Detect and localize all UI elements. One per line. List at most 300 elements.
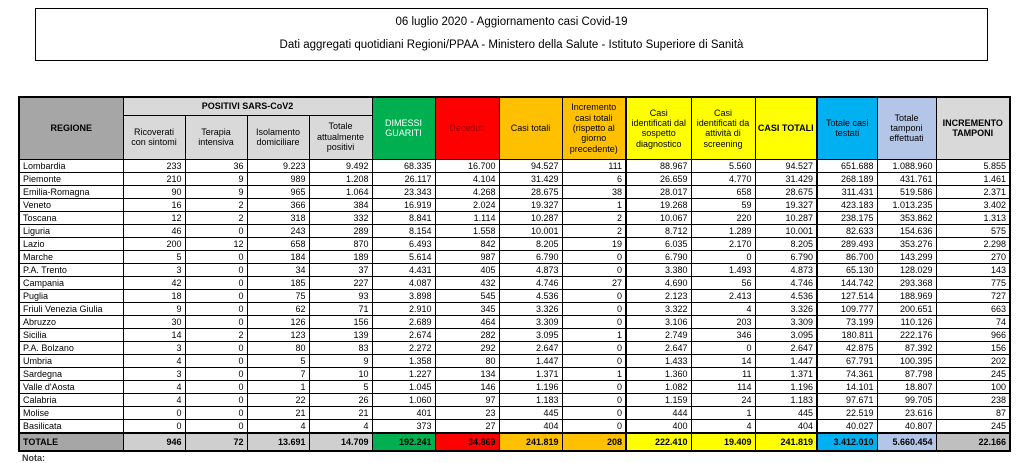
value-cell: 966: [936, 328, 1010, 341]
value-cell: 519.586: [877, 185, 936, 198]
value-cell: 0: [185, 406, 247, 419]
totale-value-cell: 34.869: [435, 433, 499, 451]
value-cell: 1.371: [499, 367, 562, 380]
value-cell: 26.117: [372, 172, 435, 185]
value-cell: 0: [562, 263, 626, 276]
title-box: [35, 8, 988, 61]
value-cell: 68.335: [372, 159, 435, 172]
value-cell: 97: [435, 393, 499, 406]
value-cell: 93: [309, 289, 372, 302]
value-cell: 289: [309, 224, 372, 237]
value-cell: 128.029: [877, 263, 936, 276]
value-cell: 23.616: [877, 406, 936, 419]
region-name-cell: Campania: [19, 276, 123, 289]
value-cell: 292: [435, 341, 499, 354]
value-cell: 37: [309, 263, 372, 276]
value-cell: 3.106: [626, 315, 691, 328]
table-row: [19, 289, 1010, 302]
value-cell: 1.227: [372, 367, 435, 380]
value-cell: 353.862: [877, 211, 936, 224]
region-name-cell: P.A. Trento: [19, 263, 123, 276]
value-cell: 1.289: [691, 224, 755, 237]
table-row: [19, 393, 1010, 406]
value-cell: 9: [123, 302, 185, 315]
value-cell: 100.395: [877, 354, 936, 367]
table-row: [19, 315, 1010, 328]
value-cell: 345: [435, 302, 499, 315]
value-cell: 4: [691, 419, 755, 433]
value-cell: 238: [936, 393, 1010, 406]
value-cell: 2.272: [372, 341, 435, 354]
value-cell: 5: [309, 380, 372, 393]
value-cell: 26.659: [626, 172, 691, 185]
value-cell: 185: [247, 276, 309, 289]
value-cell: 2.749: [626, 328, 691, 341]
value-cell: 1: [562, 367, 626, 380]
value-cell: 6.493: [372, 237, 435, 250]
value-cell: 126: [247, 315, 309, 328]
value-cell: 404: [755, 419, 817, 433]
region-name-cell: Friuli Venezia Giulia: [19, 302, 123, 315]
value-cell: 0: [562, 341, 626, 354]
value-cell: 40.027: [817, 419, 877, 433]
header-casi-totali-upper: CASI TOTALI: [755, 97, 817, 159]
value-cell: 10.287: [755, 211, 817, 224]
value-cell: 3.095: [499, 328, 562, 341]
value-cell: 2.413: [691, 289, 755, 302]
region-name-cell: Liguria: [19, 224, 123, 237]
value-cell: 405: [435, 263, 499, 276]
value-cell: 1.088.960: [877, 159, 936, 172]
value-cell: 3.380: [626, 263, 691, 276]
region-name-cell: P.A. Bolzano: [19, 341, 123, 354]
table-row: [19, 237, 1010, 250]
value-cell: 1: [562, 328, 626, 341]
value-cell: 4.690: [626, 276, 691, 289]
value-cell: 0: [185, 302, 247, 315]
value-cell: 987: [435, 250, 499, 263]
value-cell: 10.067: [626, 211, 691, 224]
value-cell: 663: [936, 302, 1010, 315]
value-cell: 184: [247, 250, 309, 263]
value-cell: 1.060: [372, 393, 435, 406]
value-cell: 6.035: [626, 237, 691, 250]
value-cell: 400: [626, 419, 691, 433]
covid-region-table: [18, 96, 1011, 452]
value-cell: 0: [185, 289, 247, 302]
value-cell: 80: [247, 341, 309, 354]
value-cell: 123: [247, 328, 309, 341]
value-cell: 238.175: [817, 211, 877, 224]
value-cell: 4: [691, 302, 755, 315]
value-cell: 0: [691, 250, 755, 263]
value-cell: 3.309: [499, 315, 562, 328]
region-name-cell: Toscana: [19, 211, 123, 224]
table-row: [19, 367, 1010, 380]
value-cell: 0: [185, 341, 247, 354]
value-cell: 65.130: [817, 263, 877, 276]
value-cell: 200.651: [877, 302, 936, 315]
value-cell: 40.807: [877, 419, 936, 433]
totale-value-cell: 5.660.454: [877, 433, 936, 451]
value-cell: 2: [562, 211, 626, 224]
value-cell: 156: [936, 341, 1010, 354]
value-cell: 3.402: [936, 198, 1010, 211]
value-cell: 0: [562, 393, 626, 406]
value-cell: 2.689: [372, 315, 435, 328]
value-cell: 775: [936, 276, 1010, 289]
value-cell: 94.527: [755, 159, 817, 172]
value-cell: 1: [562, 198, 626, 211]
table-row: [19, 406, 1010, 419]
table-row: [19, 328, 1010, 341]
value-cell: 22: [247, 393, 309, 406]
value-cell: 8.712: [626, 224, 691, 237]
value-cell: 268.189: [817, 172, 877, 185]
value-cell: 575: [936, 224, 1010, 237]
value-cell: 90: [123, 185, 185, 198]
region-name-cell: Valle d'Aosta: [19, 380, 123, 393]
totale-value-cell: 241.819: [499, 433, 562, 451]
value-cell: 12: [185, 237, 247, 250]
value-cell: 8.154: [372, 224, 435, 237]
value-cell: 87.392: [877, 341, 936, 354]
value-cell: 28.017: [626, 185, 691, 198]
region-name-cell: Piemonte: [19, 172, 123, 185]
value-cell: 34: [247, 263, 309, 276]
table-row: [19, 341, 1010, 354]
value-cell: 94.527: [499, 159, 562, 172]
value-cell: 19.327: [755, 198, 817, 211]
table-header: [19, 97, 1010, 159]
value-cell: 989: [247, 172, 309, 185]
value-cell: 1.196: [755, 380, 817, 393]
value-cell: 1.183: [755, 393, 817, 406]
value-cell: 19: [562, 237, 626, 250]
value-cell: 1.433: [626, 354, 691, 367]
value-cell: 10.287: [499, 211, 562, 224]
value-cell: 6.790: [499, 250, 562, 263]
totale-value-cell: 222.410: [626, 433, 691, 451]
table-row: [19, 250, 1010, 263]
value-cell: 146: [435, 380, 499, 393]
value-cell: 0: [123, 406, 185, 419]
value-cell: 10: [309, 367, 372, 380]
totale-row: [19, 433, 1010, 451]
value-cell: 1.447: [499, 354, 562, 367]
totale-value-cell: 22.166: [936, 433, 1010, 451]
value-cell: 31.429: [755, 172, 817, 185]
value-cell: 0: [185, 354, 247, 367]
value-cell: 318: [247, 211, 309, 224]
value-cell: 31.429: [499, 172, 562, 185]
value-cell: 545: [435, 289, 499, 302]
table-row: [19, 354, 1010, 367]
value-cell: 6.790: [626, 250, 691, 263]
value-cell: 0: [185, 367, 247, 380]
value-cell: 289.493: [817, 237, 877, 250]
value-cell: 1.493: [691, 263, 755, 276]
value-cell: 727: [936, 289, 1010, 302]
region-name-cell: Abruzzo: [19, 315, 123, 328]
value-cell: 2.170: [691, 237, 755, 250]
value-cell: 5.560: [691, 159, 755, 172]
value-cell: 1.558: [435, 224, 499, 237]
value-cell: 2.371: [936, 185, 1010, 198]
value-cell: 154.636: [877, 224, 936, 237]
value-cell: 86.700: [817, 250, 877, 263]
value-cell: 4.746: [755, 276, 817, 289]
value-cell: 82.633: [817, 224, 877, 237]
value-cell: 332: [309, 211, 372, 224]
covid-region-table-wrap: [18, 96, 1011, 452]
value-cell: 0: [185, 224, 247, 237]
value-cell: 4.536: [499, 289, 562, 302]
value-cell: 16.700: [435, 159, 499, 172]
value-cell: 2: [185, 211, 247, 224]
region-name-cell: Marche: [19, 250, 123, 263]
value-cell: 220: [691, 211, 755, 224]
region-name-cell: Molise: [19, 406, 123, 419]
value-cell: 87.798: [877, 367, 936, 380]
totale-value-cell: 241.819: [755, 433, 817, 451]
region-name-cell: Sicilia: [19, 328, 123, 341]
value-cell: 6: [562, 172, 626, 185]
value-cell: 4.873: [499, 263, 562, 276]
value-cell: 10.001: [755, 224, 817, 237]
header-deceduti: Deceduti: [435, 97, 499, 159]
totale-value-cell: 208: [562, 433, 626, 451]
value-cell: 431.761: [877, 172, 936, 185]
title-source-line: Dati aggregati quotidiani Regioni/PPAA - Ministero della Salute - Istituto Superiore di Sanità: [279, 39, 744, 51]
value-cell: 311.431: [817, 185, 877, 198]
region-name-cell: Veneto: [19, 198, 123, 211]
value-cell: 0: [185, 419, 247, 433]
note-label: Nota:: [22, 453, 45, 463]
value-cell: 432: [435, 276, 499, 289]
value-cell: 99.705: [877, 393, 936, 406]
header-totale-tamponi: Totale tamponi effettuati: [877, 97, 936, 159]
value-cell: 27: [562, 276, 626, 289]
value-cell: 19.268: [626, 198, 691, 211]
value-cell: 139: [309, 328, 372, 341]
totale-label-cell: TOTALE: [19, 433, 123, 451]
value-cell: 4.873: [755, 263, 817, 276]
value-cell: 14: [123, 328, 185, 341]
totale-value-cell: 13.691: [247, 433, 309, 451]
value-cell: 134: [435, 367, 499, 380]
value-cell: 26: [309, 393, 372, 406]
value-cell: 0: [562, 380, 626, 393]
value-cell: 444: [626, 406, 691, 419]
value-cell: 143.299: [877, 250, 936, 263]
value-cell: 1.371: [755, 367, 817, 380]
header-isolamento-domiciliare: Isolamento domiciliare: [247, 115, 309, 159]
value-cell: 114: [691, 380, 755, 393]
value-cell: 3: [123, 367, 185, 380]
value-cell: 27: [435, 419, 499, 433]
value-cell: 0: [562, 250, 626, 263]
value-cell: 143: [936, 263, 1010, 276]
value-cell: 144.742: [817, 276, 877, 289]
header-terapia-intensiva: Terapia intensiva: [185, 115, 247, 159]
value-cell: 4.770: [691, 172, 755, 185]
region-name-cell: Lombardia: [19, 159, 123, 172]
value-cell: 10.001: [499, 224, 562, 237]
value-cell: 18: [123, 289, 185, 302]
value-cell: 0: [691, 341, 755, 354]
totale-value-cell: 72: [185, 433, 247, 451]
value-cell: 4.536: [755, 289, 817, 302]
table-row: [19, 185, 1010, 198]
value-cell: 202: [936, 354, 1010, 367]
value-cell: 4: [123, 393, 185, 406]
value-cell: 2.647: [755, 341, 817, 354]
value-cell: 8.841: [372, 211, 435, 224]
value-cell: 9.492: [309, 159, 372, 172]
value-cell: 1.013.235: [877, 198, 936, 211]
value-cell: 42.875: [817, 341, 877, 354]
value-cell: 1: [247, 380, 309, 393]
region-name-cell: Umbria: [19, 354, 123, 367]
value-cell: 3.326: [755, 302, 817, 315]
header-dimessi-guariti: DIMESSI GUARITI: [372, 97, 435, 159]
value-cell: 245: [936, 419, 1010, 433]
value-cell: 88.967: [626, 159, 691, 172]
value-cell: 200: [123, 237, 185, 250]
value-cell: 180.811: [817, 328, 877, 341]
value-cell: 965: [247, 185, 309, 198]
header-regione: REGIONE: [19, 97, 123, 159]
value-cell: 9: [185, 172, 247, 185]
value-cell: 74.361: [817, 367, 877, 380]
value-cell: 156: [309, 315, 372, 328]
value-cell: 384: [309, 198, 372, 211]
value-cell: 0: [562, 354, 626, 367]
title-date-line: 06 luglio 2020 - Aggiornamento casi Covid-19: [395, 16, 628, 28]
totale-value-cell: 14.709: [309, 433, 372, 451]
value-cell: 4.087: [372, 276, 435, 289]
value-cell: 651.688: [817, 159, 877, 172]
table-row: [19, 211, 1010, 224]
value-cell: 5.614: [372, 250, 435, 263]
value-cell: 100: [936, 380, 1010, 393]
value-cell: 464: [435, 315, 499, 328]
value-cell: 0: [123, 419, 185, 433]
value-cell: 56: [691, 276, 755, 289]
value-cell: 1.114: [435, 211, 499, 224]
value-cell: 97.671: [817, 393, 877, 406]
value-cell: 109.777: [817, 302, 877, 315]
value-cell: 2.123: [626, 289, 691, 302]
value-cell: 0: [562, 406, 626, 419]
value-cell: 4: [123, 380, 185, 393]
value-cell: 404: [499, 419, 562, 433]
value-cell: 73.199: [817, 315, 877, 328]
value-cell: 110.126: [877, 315, 936, 328]
totale-value-cell: 19.409: [691, 433, 755, 451]
value-cell: 1.208: [309, 172, 372, 185]
value-cell: 87: [936, 406, 1010, 419]
value-cell: 658: [691, 185, 755, 198]
value-cell: 0: [185, 263, 247, 276]
value-cell: 12: [123, 211, 185, 224]
value-cell: 38: [562, 185, 626, 198]
table-row: [19, 172, 1010, 185]
value-cell: 4: [309, 419, 372, 433]
value-cell: 2.674: [372, 328, 435, 341]
table-row: [19, 224, 1010, 237]
value-cell: 243: [247, 224, 309, 237]
value-cell: 4: [123, 354, 185, 367]
value-cell: 3.309: [755, 315, 817, 328]
value-cell: 4.431: [372, 263, 435, 276]
value-cell: 9.223: [247, 159, 309, 172]
region-name-cell: Basilicata: [19, 419, 123, 433]
value-cell: 16.919: [372, 198, 435, 211]
value-cell: 2.910: [372, 302, 435, 315]
value-cell: 22.519: [817, 406, 877, 419]
header-positivi-group: POSITIVI SARS-CoV2: [123, 97, 372, 115]
value-cell: 75: [247, 289, 309, 302]
value-cell: 188.969: [877, 289, 936, 302]
value-cell: 8.205: [755, 237, 817, 250]
value-cell: 2: [562, 224, 626, 237]
value-cell: 0: [185, 250, 247, 263]
value-cell: 282: [435, 328, 499, 341]
value-cell: 1.064: [309, 185, 372, 198]
value-cell: 2.647: [499, 341, 562, 354]
header-totale-attualmente-positivi: Totale attualmente positivi: [309, 115, 372, 159]
value-cell: 5.855: [936, 159, 1010, 172]
value-cell: 3.095: [755, 328, 817, 341]
value-cell: 11: [691, 367, 755, 380]
value-cell: 62: [247, 302, 309, 315]
value-cell: 16: [123, 198, 185, 211]
table-row: [19, 302, 1010, 315]
value-cell: 19.327: [499, 198, 562, 211]
header-totale-casi-testati: Totale casi testati: [817, 97, 877, 159]
value-cell: 0: [185, 393, 247, 406]
value-cell: 0: [562, 289, 626, 302]
value-cell: 2.024: [435, 198, 499, 211]
value-cell: 4.268: [435, 185, 499, 198]
value-cell: 5: [247, 354, 309, 367]
header-incremento-tamponi: INCREMENTO TAMPONI: [936, 97, 1010, 159]
value-cell: 270: [936, 250, 1010, 263]
table-row: [19, 263, 1010, 276]
value-cell: 111: [562, 159, 626, 172]
value-cell: 21: [309, 406, 372, 419]
value-cell: 1.358: [372, 354, 435, 367]
value-cell: 36: [185, 159, 247, 172]
value-cell: 3: [123, 341, 185, 354]
value-cell: 870: [309, 237, 372, 250]
value-cell: 9: [185, 185, 247, 198]
value-cell: 9: [309, 354, 372, 367]
header-casi-screening: Casi identificati da attività di screening: [691, 97, 755, 159]
value-cell: 24: [691, 393, 755, 406]
value-cell: 423.183: [817, 198, 877, 211]
table-row: [19, 419, 1010, 433]
value-cell: 346: [691, 328, 755, 341]
value-cell: 0: [562, 315, 626, 328]
value-cell: 7: [247, 367, 309, 380]
value-cell: 23: [435, 406, 499, 419]
value-cell: 0: [562, 302, 626, 315]
value-cell: 1.045: [372, 380, 435, 393]
table-row: [19, 380, 1010, 393]
